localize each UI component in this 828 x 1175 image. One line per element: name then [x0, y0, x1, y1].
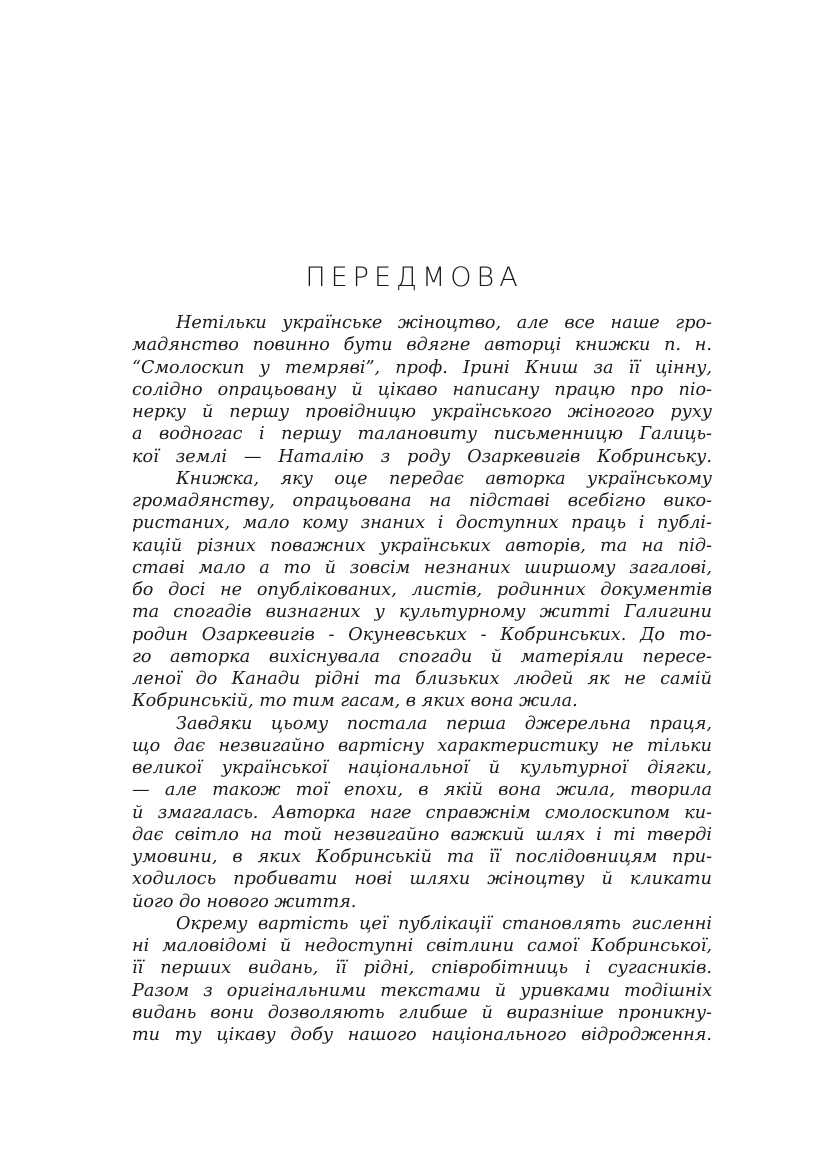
paragraph-2	[132, 468, 712, 713]
text-line: а водногас і першу талановиту письменницю Галиць-	[132, 424, 712, 445]
text-line: Нетільки українське жіноцтво, але все наше гро-	[176, 313, 712, 333]
text-line: й змагалась. Авторка наге справжнім смолоскипом ки-	[132, 802, 712, 823]
text-line: мадянство повинно бути вдягне авторці книжки п. н.	[132, 335, 712, 356]
text-line: кої землі — Наталію з роду Озаркевигів Кобринську.	[132, 446, 712, 467]
text-line: його до нового життя.	[132, 891, 357, 912]
text-line: видань вони дозволяють глибше й виразніше проникну-	[132, 1002, 712, 1023]
text-line: що дає незвигайно вартісну характеристику не тільки	[132, 735, 712, 756]
text-line: та спогадів визнагних у культурному житті Галигини	[132, 602, 712, 623]
paragraph-3	[132, 713, 712, 913]
text-line: великої української національної й культурної діягки,	[132, 758, 712, 778]
text-line: Окрему вартість цеї публікації становлять гисленні	[176, 913, 712, 934]
text-line: ходилось пробивати нові шляхи жіноцтву й кликати	[132, 869, 712, 890]
text-line: “Смолоскип у темряві”, проф. Ірині Книш за її цінну,	[132, 357, 712, 378]
text-line: бо досі не опублікованих, листів, родинних документів	[132, 580, 712, 600]
text-line: леної до Канади рідні та близьких людей як не самій	[132, 669, 712, 689]
text-line: ти ту цікаву добу нашого національного відродження.	[132, 1025, 712, 1045]
preface-text	[132, 312, 712, 1046]
text-line: Разом з оригінальними текстами й уривками тодішніх	[132, 980, 712, 1001]
text-line: громадянству, опрацьована на підставі всебігно вико-	[132, 491, 712, 511]
paragraph-4	[132, 913, 712, 1047]
text-line: го авторка вихіснувала спогади й матеріяли пересе-	[132, 646, 712, 667]
text-line: ставі мало а то й зовсім незнаних ширшому загалові,	[132, 557, 712, 578]
text-line: дає світло на той незвигайно важкий шлях і ті тверді	[132, 824, 712, 845]
text-line: Книжка, яку оце передає авторка українському	[176, 468, 712, 489]
text-line: Завдяки цьому постала перша джерельна праця,	[176, 713, 712, 734]
text-line: ристаних, мало кому знаних і доступних праць і публі-	[132, 513, 712, 534]
text-line: Кобринській, то тим гасам, в яких вона жила.	[132, 691, 578, 712]
text-line: її перших видань, її рідні, співробітниць і сугасників.	[132, 958, 712, 979]
text-line: нерку й першу провідницю українського жіногого руху	[132, 402, 712, 422]
text-line: родин Озаркевигів - Окуневських - Кобринських. До то-	[132, 624, 712, 645]
text-line: солідно опрацьовану й цікаво написану працю про піо-	[132, 379, 712, 400]
paragraph-1	[132, 312, 712, 468]
text-line: — але також тої епохи, в якій вона жила, творила	[132, 780, 712, 801]
text-line: кацій різних поважних українських авторів, та на під-	[132, 535, 712, 556]
page-title: ПЕРЕДМОВА	[305, 262, 523, 293]
text-line: умовини, в яких Кобринській та її послідовницям при-	[132, 847, 712, 867]
text-line: ні маловідомі й недоступні світлини самої Кобринської,	[132, 936, 712, 956]
